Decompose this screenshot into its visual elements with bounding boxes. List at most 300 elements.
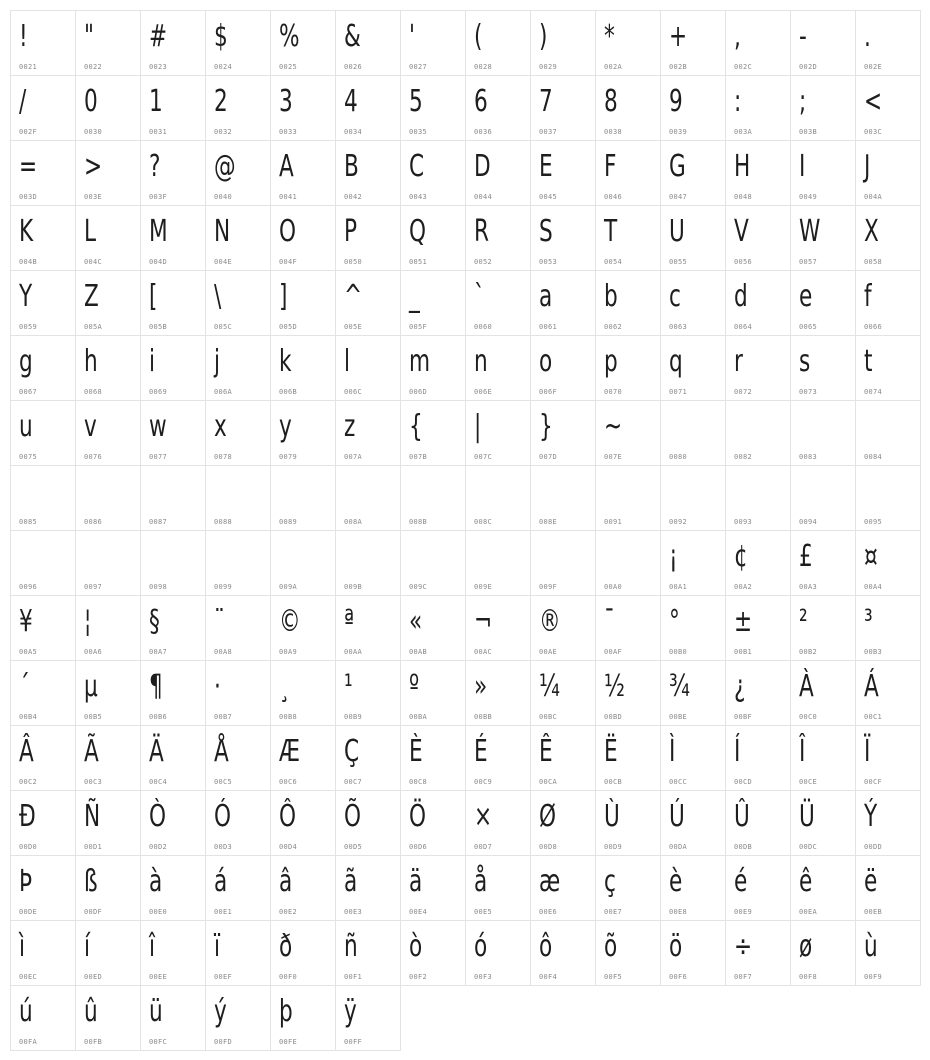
glyph-char: ® xyxy=(539,604,561,639)
glyph-cell-0070 xyxy=(595,335,661,401)
glyph-codepoint: 003F xyxy=(149,193,168,201)
glyph-char: z xyxy=(344,409,356,444)
glyph-codepoint: 009F xyxy=(539,583,558,591)
glyph-cell-00A0 xyxy=(595,530,661,596)
glyph-codepoint: 0073 xyxy=(799,388,818,396)
glyph-cell-00C6 xyxy=(270,725,336,791)
glyph-cell-00CB xyxy=(595,725,661,791)
glyph-cell-0021 xyxy=(10,10,76,76)
glyph-codepoint: 0047 xyxy=(669,193,688,201)
glyph-char: V xyxy=(734,214,749,249)
glyph-char: R xyxy=(474,214,490,249)
glyph-char: N xyxy=(214,214,231,249)
glyph-codepoint: 0032 xyxy=(214,128,233,136)
glyph-char: ý xyxy=(214,994,227,1029)
glyph-codepoint: 0058 xyxy=(864,258,883,266)
glyph-cell-009C xyxy=(400,530,466,596)
glyph-cell-0072 xyxy=(725,335,791,401)
glyph-cell-0095 xyxy=(855,465,921,531)
glyph-cell-003E xyxy=(75,140,141,206)
glyph-cell-0061 xyxy=(530,270,596,336)
glyph-codepoint: 0022 xyxy=(84,63,103,71)
glyph-codepoint: 00C0 xyxy=(799,713,818,721)
glyph-char: þ xyxy=(279,994,293,1029)
glyph-codepoint: 0057 xyxy=(799,258,818,266)
glyph-codepoint: 0033 xyxy=(279,128,298,136)
glyph-codepoint: 00FC xyxy=(149,1038,168,1046)
glyph-cell-00F2 xyxy=(400,920,466,986)
glyph-char: Ã xyxy=(84,734,99,769)
glyph-codepoint: 004B xyxy=(19,258,38,266)
glyph-codepoint: 005E xyxy=(344,323,363,331)
glyph-codepoint: 007B xyxy=(409,453,428,461)
glyph-cell-006E xyxy=(465,335,531,401)
glyph-codepoint: 00AC xyxy=(474,648,493,656)
glyph-cell-0025 xyxy=(270,10,336,76)
glyph-cell-00A3 xyxy=(790,530,856,596)
glyph-char: { xyxy=(409,409,423,444)
glyph-cell-003B xyxy=(790,75,856,141)
glyph-char: I xyxy=(799,149,806,184)
glyph-cell-008C xyxy=(465,465,531,531)
glyph-cell-005E xyxy=(335,270,401,336)
glyph-char: ê xyxy=(799,864,813,899)
glyph-cell-004C xyxy=(75,205,141,271)
glyph-char: Ë xyxy=(604,734,618,769)
glyph-cell-00D2 xyxy=(140,790,206,856)
glyph-cell-00F5 xyxy=(595,920,661,986)
glyph-char: ~ xyxy=(604,409,623,444)
glyph-codepoint: 00AF xyxy=(604,648,623,656)
glyph-char: " xyxy=(84,19,94,54)
glyph-cell-00B8 xyxy=(270,660,336,726)
glyph-cell-0034 xyxy=(335,75,401,141)
glyph-cell-005B xyxy=(140,270,206,336)
glyph-codepoint: 00EE xyxy=(149,973,168,981)
glyph-cell-00D6 xyxy=(400,790,466,856)
glyph-char: Ø xyxy=(539,799,557,834)
glyph-cell-00D1 xyxy=(75,790,141,856)
glyph-cell-0024 xyxy=(205,10,271,76)
glyph-codepoint: 00D9 xyxy=(604,843,623,851)
glyph-cell-0077 xyxy=(140,400,206,466)
glyph-cell-0048 xyxy=(725,140,791,206)
glyph-char: ¯ xyxy=(604,604,615,639)
glyph-char: . xyxy=(864,19,871,54)
glyph-codepoint: 00FF xyxy=(344,1038,363,1046)
glyph-codepoint: 0051 xyxy=(409,258,428,266)
glyph-cell-006B xyxy=(270,335,336,401)
glyph-char: / xyxy=(19,84,27,119)
glyph-char: ¦ xyxy=(84,604,92,639)
glyph-codepoint: 0054 xyxy=(604,258,623,266)
glyph-codepoint: 002E xyxy=(864,63,883,71)
glyph-char: 7 xyxy=(539,84,553,119)
glyph-cell-0022 xyxy=(75,10,141,76)
glyph-codepoint: 00E4 xyxy=(409,908,428,916)
glyph-codepoint: 008E xyxy=(539,518,558,526)
glyph-codepoint: 00A5 xyxy=(19,648,38,656)
glyph-char: Ä xyxy=(149,734,164,769)
glyph-cell-0052 xyxy=(465,205,531,271)
glyph-char: ¶ xyxy=(149,669,163,704)
glyph-cell-0037 xyxy=(530,75,596,141)
glyph-cell-008A xyxy=(335,465,401,531)
glyph-cell-00E8 xyxy=(660,855,726,921)
glyph-cell-0094 xyxy=(790,465,856,531)
glyph-cell-00EF xyxy=(205,920,271,986)
glyph-cell-0042 xyxy=(335,140,401,206)
glyph-char: [ xyxy=(149,279,158,314)
glyph-cell-00A6 xyxy=(75,595,141,661)
glyph-cell-00F4 xyxy=(530,920,596,986)
glyph-cell-0096 xyxy=(10,530,76,596)
glyph-cell-009E xyxy=(465,530,531,596)
glyph-char: W xyxy=(799,214,821,249)
glyph-codepoint: 00DC xyxy=(799,843,818,851)
glyph-cell-00D7 xyxy=(465,790,531,856)
glyph-codepoint: 00F3 xyxy=(474,973,493,981)
glyph-char: C xyxy=(409,149,425,184)
glyph-codepoint: 004A xyxy=(864,193,883,201)
glyph-cell-004B xyxy=(10,205,76,271)
glyph-char: < xyxy=(864,84,883,119)
glyph-char: 9 xyxy=(669,84,683,119)
glyph-codepoint: 00D3 xyxy=(214,843,233,851)
glyph-char: ì xyxy=(19,929,26,964)
glyph-char: E xyxy=(539,149,553,184)
glyph-cell-00BC xyxy=(530,660,596,726)
glyph-char: a xyxy=(539,279,553,314)
glyph-cell-0028 xyxy=(465,10,531,76)
glyph-char: k xyxy=(279,344,292,379)
glyph-codepoint: 00EC xyxy=(19,973,38,981)
glyph-codepoint: 00B1 xyxy=(734,648,753,656)
glyph-codepoint: 00E3 xyxy=(344,908,363,916)
glyph-char: ü xyxy=(149,994,163,1029)
glyph-cell-00EE xyxy=(140,920,206,986)
glyph-char: r xyxy=(734,344,743,379)
glyph-cell-002F xyxy=(10,75,76,141)
glyph-char: e xyxy=(799,279,813,314)
glyph-codepoint: 0029 xyxy=(539,63,558,71)
glyph-codepoint: 002F xyxy=(19,128,38,136)
glyph-cell-0080 xyxy=(660,400,726,466)
glyph-char: * xyxy=(604,19,615,54)
glyph-char: ª xyxy=(344,604,355,639)
glyph-codepoint: 009A xyxy=(279,583,298,591)
glyph-char: ú xyxy=(19,994,33,1029)
glyph-codepoint: 0096 xyxy=(19,583,38,591)
glyph-char: f xyxy=(864,279,872,314)
glyph-cell-007A xyxy=(335,400,401,466)
glyph-codepoint: 0099 xyxy=(214,583,233,591)
glyph-char: S xyxy=(539,214,553,249)
glyph-char: u xyxy=(19,409,33,444)
glyph-char: Ï xyxy=(864,734,871,769)
character-map-grid xyxy=(10,10,920,1050)
glyph-char: ä xyxy=(409,864,423,899)
glyph-char: ¸ xyxy=(279,669,290,704)
glyph-codepoint: 006A xyxy=(214,388,233,396)
glyph-char: J xyxy=(864,149,871,184)
glyph-codepoint: 005A xyxy=(84,323,103,331)
glyph-char: × xyxy=(474,799,493,834)
glyph-char: 6 xyxy=(474,84,488,119)
glyph-cell-0059 xyxy=(10,270,76,336)
glyph-codepoint: 0071 xyxy=(669,388,688,396)
glyph-cell-0051 xyxy=(400,205,466,271)
glyph-cell-004F xyxy=(270,205,336,271)
glyph-codepoint: 0078 xyxy=(214,453,233,461)
glyph-codepoint: 00CF xyxy=(864,778,883,786)
glyph-char: - xyxy=(799,19,807,54)
glyph-cell-0065 xyxy=(790,270,856,336)
glyph-cell-0035 xyxy=(400,75,466,141)
glyph-cell-00A7 xyxy=(140,595,206,661)
glyph-cell-00F3 xyxy=(465,920,531,986)
glyph-char: ³ xyxy=(864,604,873,639)
glyph-codepoint: 003C xyxy=(864,128,883,136)
glyph-cell-00F9 xyxy=(855,920,921,986)
glyph-cell-0033 xyxy=(270,75,336,141)
glyph-cell-0098 xyxy=(140,530,206,596)
glyph-cell-007B xyxy=(400,400,466,466)
glyph-char: ! xyxy=(19,19,28,54)
glyph-codepoint: 0038 xyxy=(604,128,623,136)
glyph-codepoint: 00D0 xyxy=(19,843,38,851)
glyph-codepoint: 0027 xyxy=(409,63,428,71)
glyph-char: Â xyxy=(19,734,34,769)
glyph-cell-00AA xyxy=(335,595,401,661)
glyph-char: ´ xyxy=(19,669,30,704)
glyph-char: : xyxy=(734,84,742,119)
glyph-codepoint: 00C8 xyxy=(409,778,428,786)
glyph-cell-00DE xyxy=(10,855,76,921)
glyph-char: ñ xyxy=(344,929,358,964)
glyph-codepoint: 00BA xyxy=(409,713,428,721)
glyph-cell-00CE xyxy=(790,725,856,791)
glyph-codepoint: 0087 xyxy=(149,518,168,526)
glyph-codepoint: 00B4 xyxy=(19,713,38,721)
glyph-codepoint: 00FB xyxy=(84,1038,103,1046)
glyph-char: « xyxy=(409,604,423,639)
glyph-char: ² xyxy=(799,604,808,639)
glyph-char: ï xyxy=(214,929,221,964)
glyph-char: b xyxy=(604,279,618,314)
glyph-cell-00C8 xyxy=(400,725,466,791)
glyph-codepoint: 00D5 xyxy=(344,843,363,851)
glyph-codepoint: 0075 xyxy=(19,453,38,461)
glyph-char: d xyxy=(734,279,748,314)
glyph-cell-00BD xyxy=(595,660,661,726)
glyph-char: À xyxy=(799,669,814,704)
glyph-cell-00B6 xyxy=(140,660,206,726)
glyph-codepoint: 0066 xyxy=(864,323,883,331)
glyph-cell-0087 xyxy=(140,465,206,531)
glyph-char: Û xyxy=(734,799,750,834)
glyph-cell-00E5 xyxy=(465,855,531,921)
glyph-char: , xyxy=(734,19,741,54)
glyph-codepoint: 00A7 xyxy=(149,648,168,656)
glyph-char: _ xyxy=(409,279,420,314)
glyph-cell-00A4 xyxy=(855,530,921,596)
glyph-cell-00B3 xyxy=(855,595,921,661)
glyph-char: © xyxy=(279,604,301,639)
glyph-char: 4 xyxy=(344,84,358,119)
glyph-codepoint: 0060 xyxy=(474,323,493,331)
glyph-codepoint: 00C7 xyxy=(344,778,363,786)
glyph-cell-0064 xyxy=(725,270,791,336)
glyph-codepoint: 0086 xyxy=(84,518,103,526)
glyph-cell-0085 xyxy=(10,465,76,531)
glyph-cell-003F xyxy=(140,140,206,206)
glyph-cell-00C2 xyxy=(10,725,76,791)
glyph-char: ù xyxy=(864,929,878,964)
glyph-codepoint: 007C xyxy=(474,453,493,461)
glyph-cell-00F6 xyxy=(660,920,726,986)
glyph-codepoint: 00E7 xyxy=(604,908,623,916)
glyph-char: ] xyxy=(279,279,288,314)
glyph-codepoint: 0050 xyxy=(344,258,363,266)
glyph-char: s xyxy=(799,344,811,379)
glyph-codepoint: 005F xyxy=(409,323,428,331)
glyph-cell-0036 xyxy=(465,75,531,141)
glyph-char: µ xyxy=(84,669,98,704)
glyph-cell-005A xyxy=(75,270,141,336)
glyph-codepoint: 00D4 xyxy=(279,843,298,851)
glyph-cell-00E2 xyxy=(270,855,336,921)
glyph-char: Ì xyxy=(669,734,676,769)
glyph-codepoint: 00C1 xyxy=(864,713,883,721)
glyph-codepoint: 003B xyxy=(799,128,818,136)
glyph-char: T xyxy=(604,214,618,249)
glyph-char: Ò xyxy=(149,799,167,834)
glyph-char: º xyxy=(409,669,420,704)
glyph-char: Ô xyxy=(279,799,297,834)
glyph-cell-0044 xyxy=(465,140,531,206)
glyph-codepoint: 0084 xyxy=(864,453,883,461)
glyph-codepoint: 0043 xyxy=(409,193,428,201)
glyph-codepoint: 0021 xyxy=(19,63,38,71)
glyph-codepoint: 00CB xyxy=(604,778,623,786)
glyph-char: n xyxy=(474,344,488,379)
glyph-char: 3 xyxy=(279,84,293,119)
glyph-codepoint: 00F2 xyxy=(409,973,428,981)
glyph-cell-0068 xyxy=(75,335,141,401)
glyph-char: ¢ xyxy=(734,539,748,574)
glyph-codepoint: 0069 xyxy=(149,388,168,396)
glyph-char: $ xyxy=(214,19,228,54)
glyph-cell-003A xyxy=(725,75,791,141)
glyph-cell-00AF xyxy=(595,595,661,661)
glyph-cell-009F xyxy=(530,530,596,596)
glyph-codepoint: 005D xyxy=(279,323,298,331)
glyph-char: 5 xyxy=(409,84,423,119)
glyph-char: ± xyxy=(734,604,753,639)
glyph-cell-004E xyxy=(205,205,271,271)
glyph-cell-00FF xyxy=(335,985,401,1051)
glyph-char: l xyxy=(344,344,351,379)
glyph-char: g xyxy=(19,344,33,379)
glyph-codepoint: 00AB xyxy=(409,648,428,656)
glyph-codepoint: 00F6 xyxy=(669,973,688,981)
glyph-char: Õ xyxy=(344,799,362,834)
glyph-cell-0063 xyxy=(660,270,726,336)
glyph-cell-00B5 xyxy=(75,660,141,726)
glyph-char: õ xyxy=(604,929,618,964)
glyph-char: Þ xyxy=(19,864,33,899)
glyph-char: ^ xyxy=(344,279,363,314)
glyph-codepoint: 00F5 xyxy=(604,973,623,981)
glyph-codepoint: 00B3 xyxy=(864,648,883,656)
glyph-char: Ú xyxy=(669,799,685,834)
glyph-codepoint: 0093 xyxy=(734,518,753,526)
glyph-cell-00E0 xyxy=(140,855,206,921)
glyph-cell-0086 xyxy=(75,465,141,531)
glyph-cell-0040 xyxy=(205,140,271,206)
glyph-codepoint: 00B5 xyxy=(84,713,103,721)
glyph-cell-00C7 xyxy=(335,725,401,791)
glyph-codepoint: 0061 xyxy=(539,323,558,331)
glyph-cell-0031 xyxy=(140,75,206,141)
glyph-cell-0076 xyxy=(75,400,141,466)
glyph-char: ò xyxy=(409,929,423,964)
glyph-codepoint: 00F4 xyxy=(539,973,558,981)
glyph-codepoint: 0079 xyxy=(279,453,298,461)
glyph-char: 8 xyxy=(604,84,618,119)
glyph-codepoint: 00C6 xyxy=(279,778,298,786)
glyph-codepoint: 00F0 xyxy=(279,973,298,981)
glyph-cell-00F0 xyxy=(270,920,336,986)
glyph-cell-0053 xyxy=(530,205,596,271)
glyph-cell-002C xyxy=(725,10,791,76)
glyph-cell-00DA xyxy=(660,790,726,856)
glyph-cell-00A5 xyxy=(10,595,76,661)
glyph-cell-0039 xyxy=(660,75,726,141)
glyph-char: Y xyxy=(19,279,33,314)
glyph-codepoint: 00EF xyxy=(214,973,233,981)
glyph-char: @ xyxy=(214,149,236,184)
glyph-char: 2 xyxy=(214,84,228,119)
glyph-codepoint: 0088 xyxy=(214,518,233,526)
glyph-char: o xyxy=(539,344,553,379)
glyph-codepoint: 00BD xyxy=(604,713,623,721)
glyph-codepoint: 0065 xyxy=(799,323,818,331)
glyph-cell-00FD xyxy=(205,985,271,1051)
glyph-cell-0074 xyxy=(855,335,921,401)
glyph-codepoint: 0025 xyxy=(279,63,298,71)
glyph-codepoint: 0042 xyxy=(344,193,363,201)
glyph-codepoint: 0041 xyxy=(279,193,298,201)
glyph-char: O xyxy=(279,214,297,249)
glyph-char: Á xyxy=(864,669,879,704)
glyph-codepoint: 00A6 xyxy=(84,648,103,656)
glyph-codepoint: 002D xyxy=(799,63,818,71)
glyph-cell-002D xyxy=(790,10,856,76)
glyph-codepoint: 0031 xyxy=(149,128,168,136)
glyph-char: ¡ xyxy=(669,539,678,574)
glyph-codepoint: 006D xyxy=(409,388,428,396)
glyph-cell-00C4 xyxy=(140,725,206,791)
glyph-codepoint: 0083 xyxy=(799,453,818,461)
glyph-cell-00BB xyxy=(465,660,531,726)
glyph-cell-0046 xyxy=(595,140,661,206)
glyph-cell-00C1 xyxy=(855,660,921,726)
glyph-codepoint: 00A9 xyxy=(279,648,298,656)
glyph-cell-008E xyxy=(530,465,596,531)
glyph-char: q xyxy=(669,344,683,379)
